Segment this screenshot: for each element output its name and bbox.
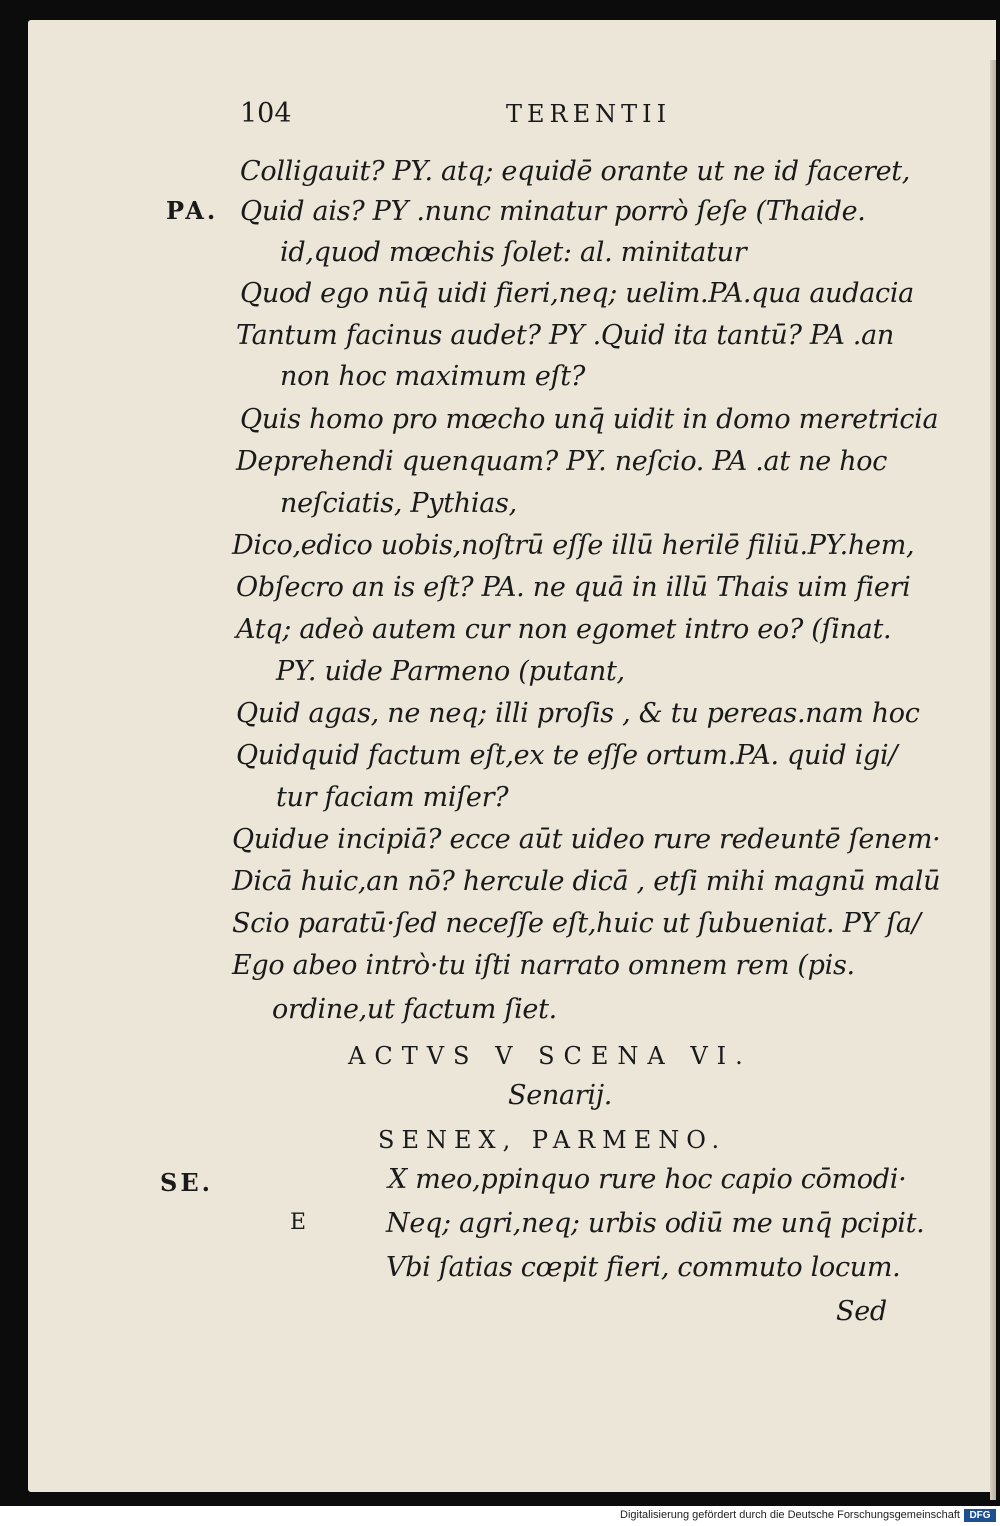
footer-bar (0, 1506, 1000, 1526)
text-line: Colligauit? PY. atq; equidē orante ut ne id faceret, (240, 156, 911, 187)
text-line: Dico,edico uobis,noſtrū eſſe illū herilē filiū.PY.hem, (232, 530, 915, 561)
drop-initial: E (290, 1210, 307, 1235)
text-line: neſciatis, Pythias, (280, 488, 517, 519)
text-line: Quid agas, ne neq; illi proſis , & tu pereas.nam hoc (236, 698, 920, 729)
page-edge (990, 60, 996, 1500)
text-line: Vbi ſatias cœpit fieri, commuto locum. (386, 1252, 901, 1283)
text-line: X meo,ppinquo rure hoc capio cōmodi· (388, 1164, 907, 1195)
act-scene-heading: ACTVS V SCENA VI. (348, 1042, 752, 1070)
text-line: Obſecro an is eſt? PA. ne quā in illū Thais uim fieri (236, 572, 911, 603)
text-line: non hoc maximum eſt? (280, 361, 586, 392)
text-line: Deprehendi quenquam? PY. neſcio. PA .at ne hoc (236, 446, 888, 477)
text-line: Quod ego nūq̄ uidi fieri,neq; uelim.PA.qua audacia (240, 278, 914, 309)
text-line: id,quod mœchis ſolet: al. minitatur (280, 237, 747, 268)
text-line: tur faciam miſer? (276, 782, 509, 813)
book-page (28, 20, 996, 1492)
running-title: TERENTII (506, 100, 672, 128)
text-line: Quidquid factum eſt,ex te eſſe ortum.PA. quid igi/ (236, 740, 898, 771)
text-line: Scio paratū·ſed neceſſe eſt,huic ut ſubueniat. PY ſa/ (232, 908, 921, 939)
text-line: Neq; agri,neq; urbis odiū me unq̄ pcipit. (386, 1208, 925, 1239)
speaker-label-pa: PA. (166, 196, 219, 225)
text-line: Atq; adeò autem cur non egomet intro eo? (ſinat. (236, 614, 892, 645)
speaker-label-se: SE. (160, 1168, 213, 1197)
funding-credit: Digitalisierung gefördert durch die Deutsche Forschungsgemeinschaft (620, 1509, 960, 1521)
text-line: Quidue incipiā? ecce aūt uideo rure redeuntē ſenem· (232, 824, 941, 855)
dfg-logo: DFG (964, 1509, 996, 1522)
cast-heading: SENEX, PARMENO. (378, 1126, 727, 1154)
text-line: ordine,ut factum ſiet. (272, 994, 557, 1025)
text-line: Quid ais? PY .nunc minatur porrò ſeſe (Thaide. (240, 196, 866, 227)
text-line: Ego abeo intrò·tu iſti narrato omnem rem (pis. (232, 950, 855, 981)
text-line: Tantum facinus audet? PY .Quid ita tantū? PA .an (236, 320, 894, 351)
meter-label: Senarij. (508, 1080, 613, 1111)
text-line: Quis homo pro mœcho unq̄ uidit in domo meretricia (240, 404, 939, 435)
text-line: PY. uide Parmeno (putant, (276, 656, 625, 687)
page-number: 104 (240, 98, 292, 129)
text-line: Dicā huic,an nō? hercule dicā , etſi mihi magnū malū (232, 866, 941, 897)
catchword: Sed (836, 1296, 887, 1327)
